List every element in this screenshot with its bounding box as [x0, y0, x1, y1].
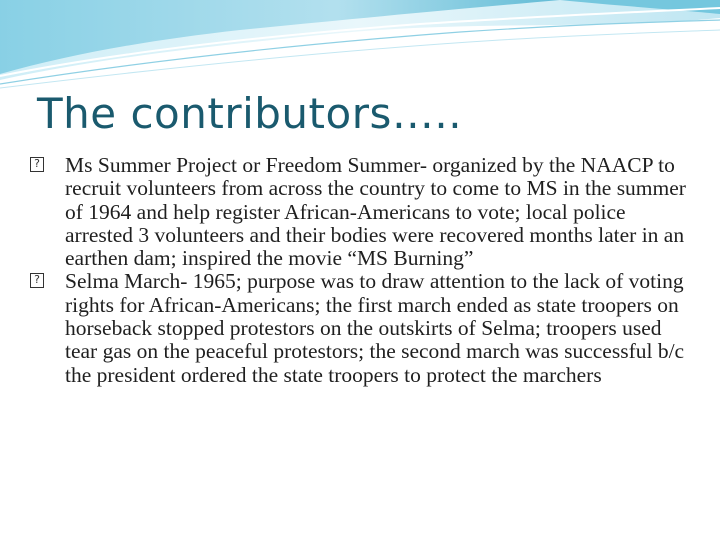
- bullet-item: [30, 154, 698, 270]
- bullet-text: Selma March- 1965; purpose was to draw attention to the lack of voting rights for African-Americans; the first march ended as state troopers on horseback stopped protestors on the outskirts of Selma; troopers used tear gas on the peaceful protestors; the second march was successful b/c the president ordered the state troopers to protect the marchers: [65, 269, 685, 387]
- missing-glyph-bullet-icon: ?: [30, 273, 44, 288]
- decorative-wave-header: [0, 0, 720, 90]
- slide-title: The contributors…..: [37, 89, 463, 138]
- bullet-text: Ms Summer Project or Freedom Summer- organized by the NAACP to recruit volunteers from across the country to come to MS in the summer of 1964 and help register African-Americans to vote; local police arrested 3 volunteers and their bodies were recovered months later in an earthen dam; inspired the movie “MS Burning”: [65, 153, 686, 271]
- missing-glyph-bullet-icon: ?: [30, 157, 44, 172]
- bullet-list: [30, 154, 698, 387]
- bullet-item: [30, 270, 698, 386]
